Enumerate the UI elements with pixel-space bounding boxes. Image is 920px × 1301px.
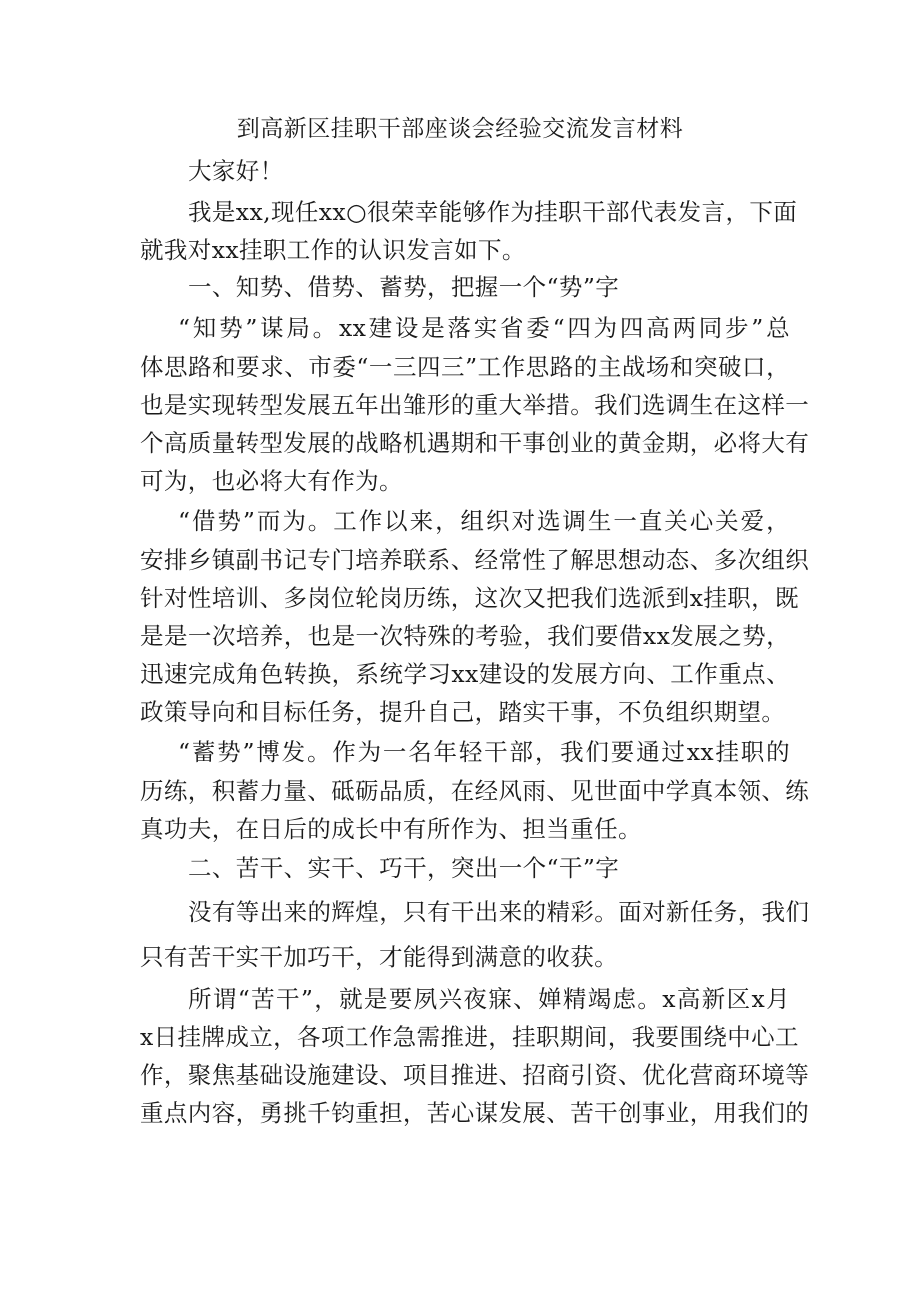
greeting-line: 大家好！ xyxy=(188,157,284,185)
paragraph-line: 我是xx,现任xx○很荣幸能够作为挂职干部代表发言，下面 xyxy=(188,198,798,226)
paragraph-line: “知势”谋局。xx建设是落实省委“四为四高两同步”总 xyxy=(178,314,790,342)
paragraph-line: 没有等出来的辉煌，只有干出来的精彩。面对新任务，我们 xyxy=(188,898,810,926)
paragraph-line: “蓄势”博发。作为一名年轻干部，我们要通过xx挂职的 xyxy=(178,738,790,766)
paragraph-line: 是是一次培养，也是一次特殊的考验，我们要借xx发展之势， xyxy=(140,622,790,650)
paragraph-line: 真功夫，在日后的成长中有所作为、担当重任。 xyxy=(140,815,642,843)
paragraph-line: 只有苦干实干加巧干，才能得到满意的收获。 xyxy=(140,943,618,971)
paragraph-line: 体思路和要求、市委“一三四三”工作思路的主战场和突破口， xyxy=(140,353,790,381)
section-heading: 二、苦干、实干、巧干，突出一个“干”字 xyxy=(188,854,620,882)
document-title: 到高新区挂职干部座谈会经验交流发言材料 xyxy=(236,116,684,142)
paragraph-line: 重点内容，勇挑千钧重担，苦心谋发展、苦干创事业，用我们的 xyxy=(140,1099,810,1127)
paragraph-line: x日挂牌成立，各项工作急需推进，挂职期间，我要围绕中心工 xyxy=(140,1023,799,1051)
paragraph-line: 也是实现转型发展五年出雏形的重大举措。我们选调生在这样一 xyxy=(140,391,810,419)
paragraph-line: 所谓“苦干”，就是要夙兴夜寐、婵精竭虑。x高新区x月 xyxy=(188,985,790,1013)
paragraph-line: 就我对xx挂职工作的认识发言如下。 xyxy=(140,236,526,264)
paragraph-line: 可为，也必将大有作为。 xyxy=(140,467,403,495)
paragraph-line: 安排乡镇副书记专门培养联系、经常性了解思想动态、多次组织 xyxy=(140,546,810,574)
paragraph-line: 政策导向和目标任务，提升自己，踏实干事，不负组织期望。 xyxy=(140,698,786,726)
paragraph-line: “借势”而为。工作以来，组织对选调生一直关心关爱， xyxy=(178,507,790,535)
paragraph-line: 针对性培训、多岗位轮岗历练，这次又把我们选派到x挂职，既 xyxy=(140,584,799,612)
section-heading: 一、知势、借势、蓄势，把握一个“势”字 xyxy=(188,273,620,301)
paragraph-line: 迅速完成角色转换，系统学习xx建设的发展方向、工作重点、 xyxy=(140,660,790,688)
paragraph-line: 历练，积蓄力量、砥砺品质，在经风雨、见世面中学真本领、练 xyxy=(140,777,810,805)
paragraph-line: 作，聚焦基础设施建设、项目推进、招商引资、优化营商环境等 xyxy=(140,1061,810,1089)
paragraph-line: 个高质量转型发展的战略机遇期和干事创业的黄金期，必将大有 xyxy=(140,429,810,457)
